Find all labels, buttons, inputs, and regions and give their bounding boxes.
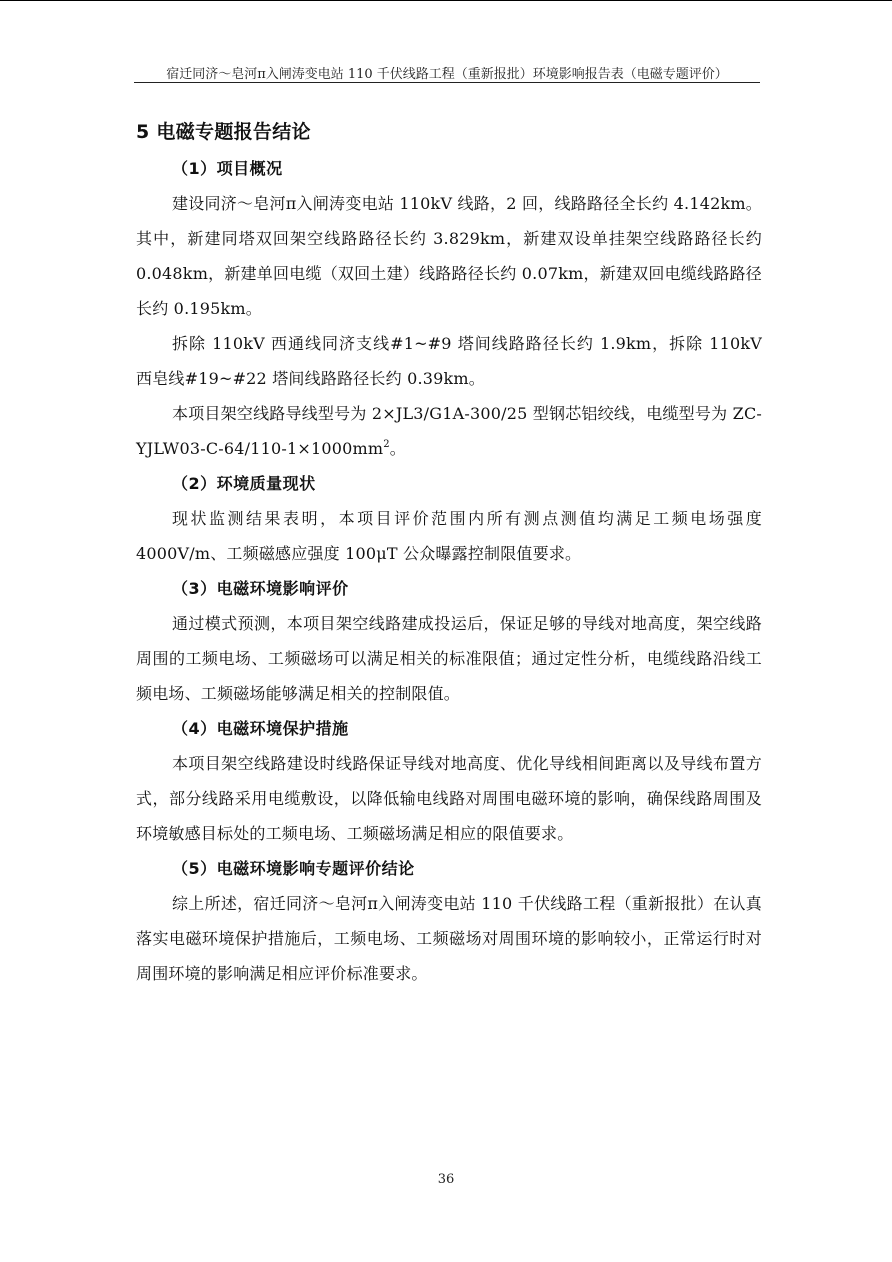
- header-rule: [134, 82, 760, 83]
- page-body: [136, 117, 762, 991]
- subsection-heading-4: （4）电磁环境保护措施: [172, 719, 349, 738]
- subsection-heading-5: （5）电磁环境影响专题评价结论: [172, 859, 415, 878]
- paragraph: 现状监测结果表明，本项目评价范围内所有测点测值均满足工频电场强度 4000V/m、工频磁感应强度 100μT 公众曝露控制限值要求。: [136, 509, 762, 563]
- paragraph: 拆除 110kV 西通线同济支线#1~#9 塔间线路路径长约 1.9km，拆除 110kV 西皂线#19~#22 塔间线路路径长约 0.39km。: [136, 334, 762, 388]
- paragraph: 建设同济～皂河π入闸涛变电站 110kV 线路，2 回，线路路径全长约 4.142km。其中，新建同塔双回架空线路路径长约 3.829km，新建双设单挂架空线路路径长约 0.048km，新建单回电缆（双回土建）线路路径长约 0.07km，新建双回电缆线路路径长约 0.195km。: [136, 194, 762, 318]
- page-number: 36: [437, 1172, 455, 1187]
- subsection-heading-2: （2）环境质量现状: [172, 474, 316, 493]
- running-header: 宿迁同济～皂河π入闸涛变电站 110 千伏线路工程（重新报批）环境影响报告表（电磁专题评价）: [166, 67, 728, 82]
- paragraph: 综上所述，宿迁同济～皂河π入闸涛变电站 110 千伏线路工程（重新报批）在认真落实电磁环境保护措施后，工频电场、工频磁场对周围环境的影响较小，正常运行时对周围环境的影响满足相应评价标准要求。: [136, 894, 762, 983]
- subsection-heading-3: （3）电磁环境影响评价: [172, 579, 349, 598]
- subsection-heading-1: （1）项目概况: [172, 159, 283, 178]
- paragraph: 本项目架空线路建设时线路保证导线对地高度、优化导线相间距离以及导线布置方式，部分线路采用电缆敷设，以降低输电线路对周围电磁环境的影响，确保线路周围及环境敏感目标处的工频电场、工频磁场满足相应的限值要求。: [136, 754, 762, 843]
- cable-spec-text: 本项目架空线路导线型号为 2×JL3/G1A-300/25 型钢芯铝绞线，电缆型号为 ZC-YJLW03-C-64/110-1×1000mm: [136, 404, 762, 458]
- cable-spec-paragraph: [136, 396, 762, 466]
- paragraph: 通过模式预测，本项目架空线路建成投运后，保证足够的导线对地高度，架空线路周围的工频电场、工频磁场可以满足相关的标准限值；通过定性分析，电缆线路沿线工频电场、工频磁场能够满足相关的控制限值。: [136, 614, 762, 703]
- section-title: 5 电磁专题报告结论: [136, 121, 311, 143]
- superscript-2: 2: [383, 439, 390, 450]
- cable-spec-end: 。: [389, 439, 406, 458]
- top-border-line: [0, 0, 892, 1]
